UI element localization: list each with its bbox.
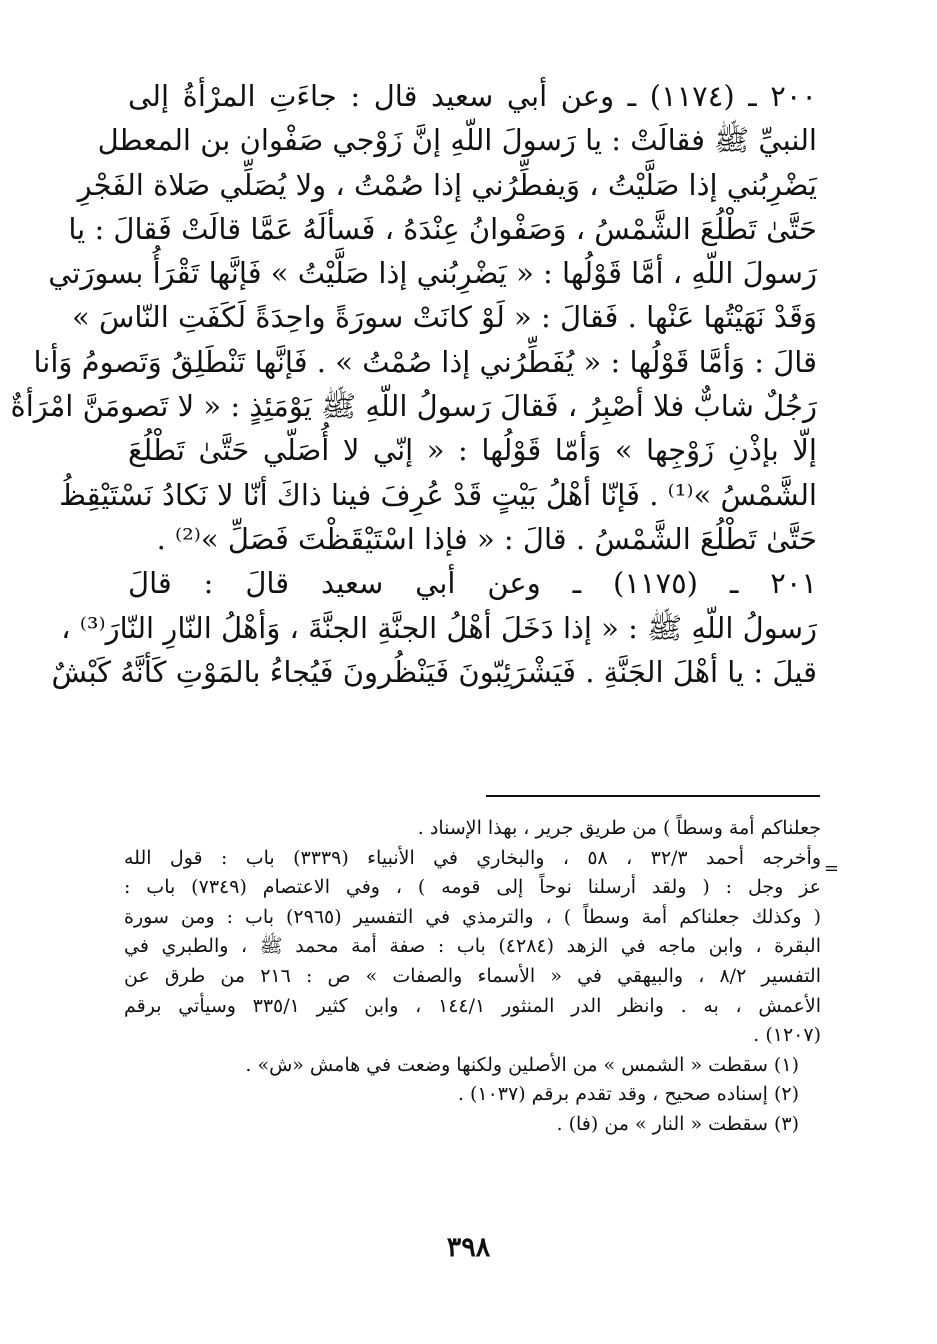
- hadith-line: يَضْرِبُني إذا صَلَّيْتُ ، وَيفطِّرُني إذا صُمْتُ ، ولا يُصَلِّي صَلاة الفَجْرِ: [77, 167, 817, 202]
- hadith-line: وَقَدْ نَهَيْتُها عَنْها . فَقالَ : « لَوْ كانَتْ سورَةً واحِدَةً لَكَفَتِ النّاسَ »: [71, 300, 817, 335]
- footnotes: [124, 814, 821, 1140]
- hadith-line: رَجُلٌ شابٌّ فلا أصْبِرُ ، فَقالَ رَسولُ اللّهِ ﷺ يَوْمَئِذٍ : « لا تَصومَنَّ امْرَأةٌ: [10, 389, 817, 424]
- hadith-line: حَتَّىٰ تَطْلُعَ الشَّمْسُ . قالَ : « فإذا اسْتَيْقَظْتَ فَصَلِّ »⁽²⁾ .: [156, 521, 817, 556]
- hadith-line: قيلَ : يا أهْلَ الجَنَّةِ . فَيَشْرَئِبّونَ فَيَنْظُرونَ فَيُجاءُ بالمَوْتِ كَأنَّهُ كَبْشٌ: [51, 654, 817, 689]
- hadith-line: رَسولَ اللّهِ ، أمَّا قَوْلُها : « يَضْرِبُني إذا صَلَّيْتُ » فَإنَّها تَقْرَأُ بسورَتي: [48, 256, 817, 291]
- footnote-2: (٢) إسناده صحيح ، وقد تقدم برقم (١٠٣٧) .: [457, 1083, 799, 1106]
- footnote-line: وأخرجه أحمد ٣٢/٣ ، ٥٨ ، والبخاري في الأنبياء (٣٣٣٩) باب : قول الله: [124, 846, 821, 869]
- footnote-line: ( وكذلك جعلناكم أمة وسطاً ) ، والترمذي في التفسير (٢٩٦٥) باب : ومن سورة: [124, 905, 821, 928]
- hadith-line: النبيِّ ﷺ فقالَتْ : يا رَسولَ اللّهِ إنَّ زَوْجي صَفْوان بن المعطل: [97, 123, 817, 158]
- hadith-line: قالَ : وَأمَّا قَوْلُها : « يُفَطِّرُني إذا صُمْتُ » . فَإنَّها تَنْطَلِقُ وَتَصومُ وَأنا: [33, 344, 817, 379]
- hadith-line: حَتَّىٰ تَطْلُعَ الشَّمْسُ ، وَصَفْوانُ عِنْدَهُ ، فَسألَهُ عَمَّا قالَتْ فَقالَ : يا: [68, 211, 817, 246]
- hadith-line: ٢٠٠ ـ (١١٧٤) ـ وعن أبي سعيد قال : جاءَتِ المرْأةُ إلى: [128, 79, 817, 113]
- footnote-line: الأعمش ، به . وانظر الدر المنثور ١٤٤/١ ، وابن كثير ٣٣٥/١ وسيأتي برقم: [124, 994, 821, 1017]
- footnote-line: التفسير ٨/٢ ، والبيهقي في « الأسماء والصفات » ص : ٢١٦ من طرق عن: [124, 964, 821, 987]
- hadith-body: [10, 74, 818, 694]
- footnote-line: جعلناكم أمة وسطاً ) من طريق جرير ، بهذا الإسناد .: [417, 817, 821, 839]
- hadith-line: رَسولُ اللّهِ ﷺ : « إذا دَخَلَ أهْلُ الجنَّةِ الجنَّةَ ، وَأهْلُ النّارِ النّارَ⁽³⁾ ،: [61, 610, 817, 645]
- footnote-line: عز وجل : ( ولقد أرسلنا نوحاً إلى قومه ) ، وفي الاعتصام (٧٣٤٩) باب :: [124, 876, 822, 899]
- footnote-1: (١) سقطت « الشمس » من الأصلين ولكنها وضعت في هامش «ش» .: [245, 1053, 799, 1076]
- footnote-line: البقرة ، وابن ماجه في الزهد (٤٢٨٤) باب : صفة أمة محمد ﷺ ، والطبري في: [124, 935, 821, 958]
- footnote-3: (٣) سقطت « النار » من (فا) .: [556, 1112, 799, 1135]
- hadith-line: ٢٠١ ـ (١١٧٥) ـ وعن أبي سعيد قالَ : قالَ: [128, 566, 818, 601]
- page-number: ٣٩٨: [446, 1232, 491, 1263]
- footnote-divider: [486, 795, 820, 797]
- hadith-line: إلّا بإذْنِ زَوْجِها » وَأمّا قَوْلُها : « إنّي لا أُصَلّي حَتَّىٰ تَطْلُعَ: [128, 433, 817, 468]
- continuation-mark: =: [823, 858, 839, 879]
- hadith-line: الشَّمْسُ »⁽¹⁾ . فَإنّا أهْلُ بَيْتٍ قَدْ عُرِفَ فينا ذاكَ أنّا لا نَكادُ نَسْتَيْقِظُ: [59, 477, 817, 512]
- footnote-line: (١٢٠٧) .: [753, 1024, 821, 1047]
